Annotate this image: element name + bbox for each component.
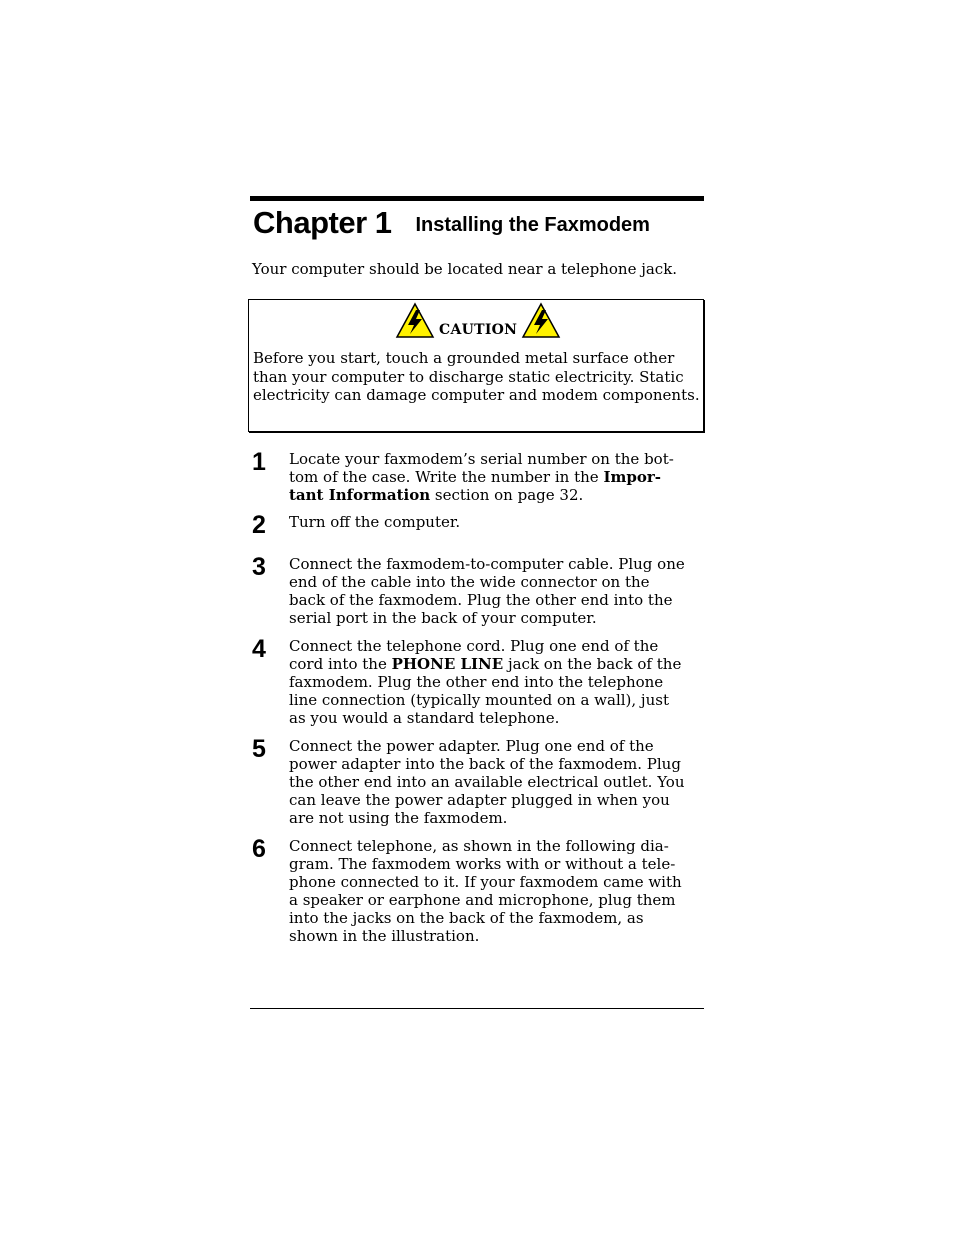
step-number: 6 xyxy=(252,835,266,863)
step-text: Connect telephone, as shown in the following dia- gram. The faxmodem works with or without a tele- phone connected to it. If your faxmodem came with a speaker or earphone and microphone, plug them into the jacks on the back of the faxmodem, as shown in the illustration. xyxy=(289,837,682,946)
step-text: Turn off the computer. xyxy=(289,513,461,531)
top-rule xyxy=(250,196,704,201)
intro-text: Your computer should be located near a telephone jack. xyxy=(252,260,678,278)
step-number: 3 xyxy=(252,553,266,581)
high-voltage-warning-icon xyxy=(395,302,435,340)
caution-header xyxy=(395,300,561,340)
caution-label: CAUTION xyxy=(439,322,518,338)
chapter-title: Installing the Faxmodem xyxy=(415,214,650,236)
caution-text: Before you start, touch a grounded metal surface other than your computer to discharge static electricity. Static electricity can damage computer and modem components. xyxy=(253,349,700,404)
bottom-rule xyxy=(250,1008,704,1009)
step-text: Locate your faxmodem’s serial number on the bot- tom of the case. Write the number in the Impor- tant Information section on page 32. xyxy=(289,450,674,505)
step-text: Connect the faxmodem-to-computer cable. Plug one end of the cable into the wide connector on the back of the faxmodem. Plug the other end into the serial port in the back of your computer. xyxy=(289,555,685,628)
caution-box xyxy=(248,299,704,432)
step-number: 2 xyxy=(252,511,266,539)
step-number: 4 xyxy=(252,635,266,663)
step-text: Connect the power adapter. Plug one end of the power adapter into the back of the faxmodem. Plug the other end into an available electrical outlet. You can leave the power adapter plugged in when you are not using the faxmodem. xyxy=(289,737,685,828)
chapter-number: Chapter 1 xyxy=(253,205,392,240)
step-number: 5 xyxy=(252,735,266,763)
high-voltage-warning-icon xyxy=(521,302,561,340)
chapter-heading xyxy=(253,205,650,241)
step-text: Connect the telephone cord. Plug one end of the cord into the PHONE LINE jack on the back of the faxmodem. Plug the other end into the telephone line connection (typically mounted on a wall), just as you would a standard telephone. xyxy=(289,637,682,728)
step-number: 1 xyxy=(252,448,266,476)
